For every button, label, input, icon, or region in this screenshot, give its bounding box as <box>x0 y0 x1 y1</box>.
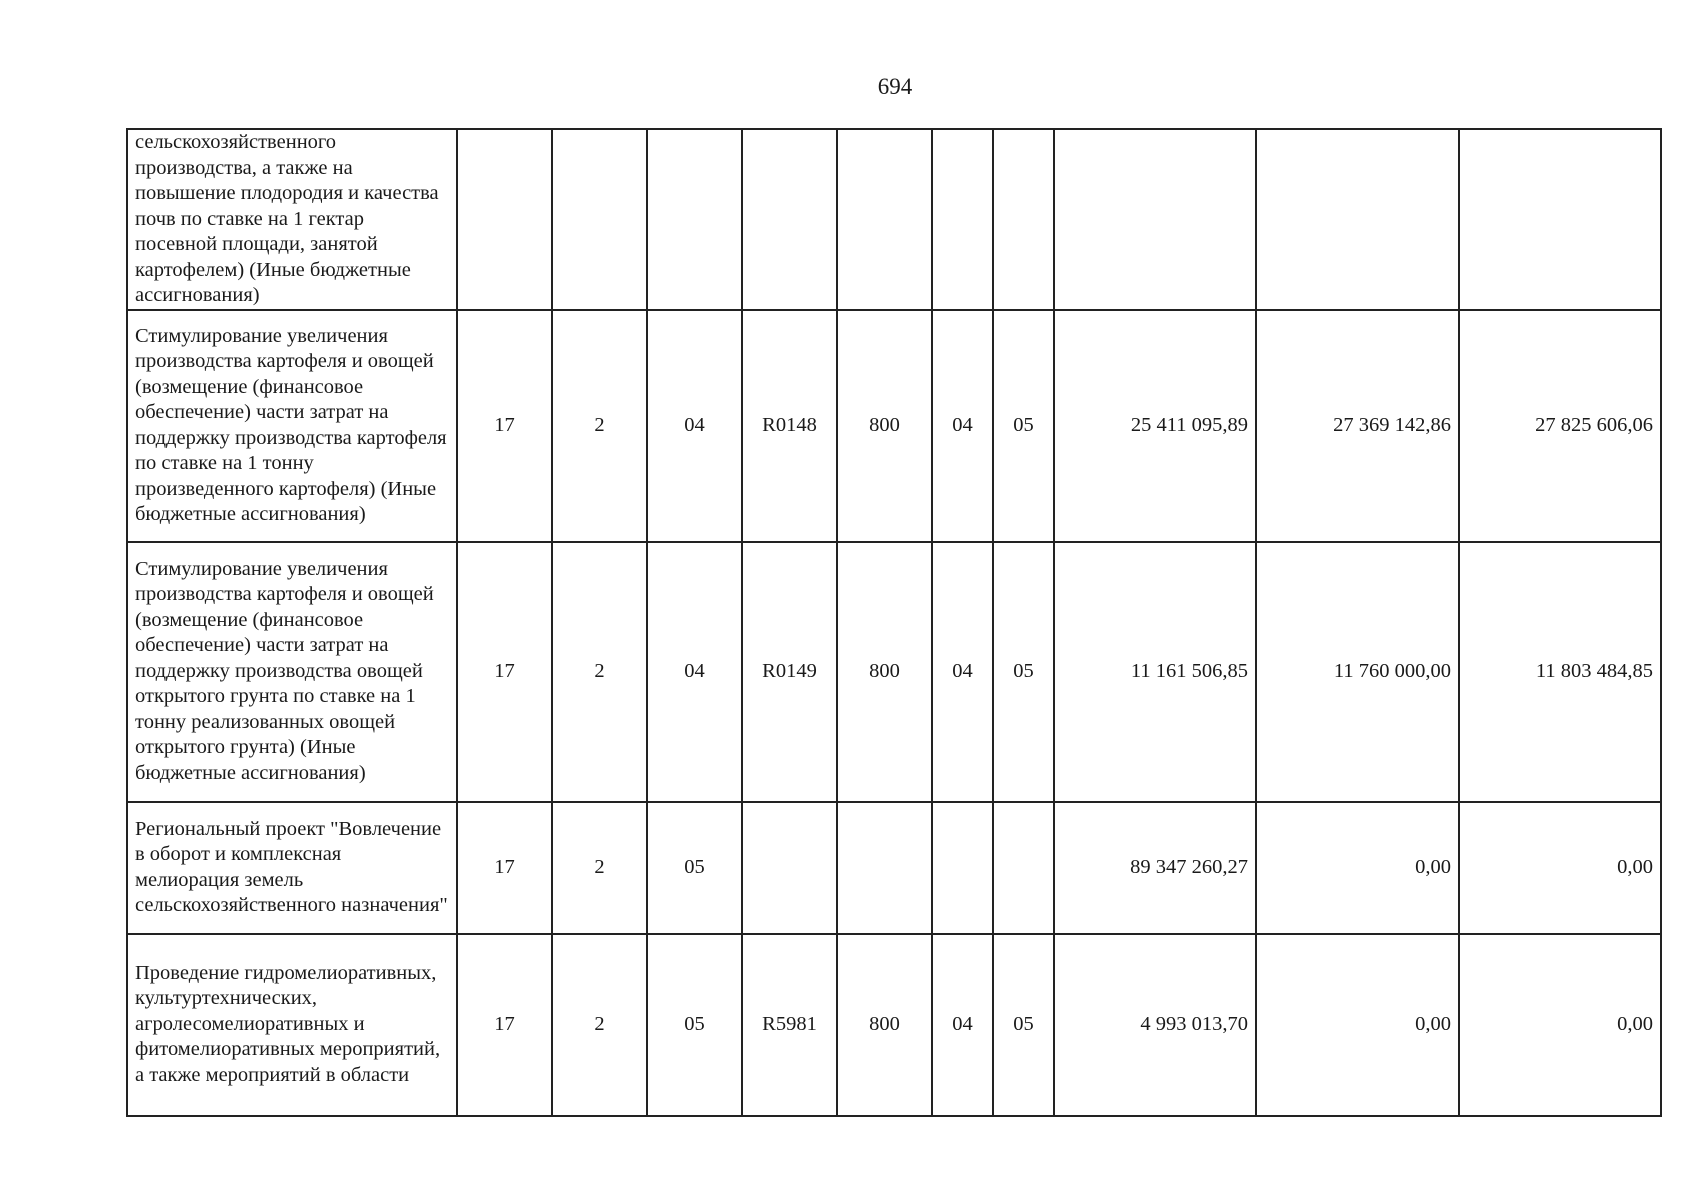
code-event: 05 <box>647 802 742 934</box>
table-body <box>127 129 1661 1116</box>
amount-year-3 <box>1459 129 1661 310</box>
amount-year-1: 25 411 095,89 <box>1054 310 1256 542</box>
code-subsection <box>993 129 1054 310</box>
row-description: Стимулирование увеличения производства картофеля и овощей (возмещение (финансовое обеспечение) части затрат на поддержку производства овощей открытого грунта по ставке на 1 тонну реализованных овощей открытого грунта) (Иные бюджетные ассигнования) <box>127 542 457 802</box>
row-description: сельскохозяйственного производства, а также на повышение плодородия и качества почв по ставке на 1 гектар посевной площади, занятой картофелем) (Иные бюджетные ассигнования) <box>127 129 457 310</box>
amount-year-3: 11 803 484,85 <box>1459 542 1661 802</box>
code-expense-type <box>837 802 932 934</box>
code-direction: R0148 <box>742 310 837 542</box>
amount-year-1: 11 161 506,85 <box>1054 542 1256 802</box>
code-program <box>457 129 552 310</box>
code-direction <box>742 129 837 310</box>
amount-year-1 <box>1054 129 1256 310</box>
code-expense-type: 800 <box>837 542 932 802</box>
table-row <box>127 542 1661 802</box>
code-event: 04 <box>647 310 742 542</box>
code-event: 05 <box>647 934 742 1116</box>
code-subprogram: 2 <box>552 542 647 802</box>
code-event: 04 <box>647 542 742 802</box>
amount-year-2: 0,00 <box>1256 934 1459 1116</box>
table-row <box>127 802 1661 934</box>
code-expense-type: 800 <box>837 310 932 542</box>
amount-year-1: 89 347 260,27 <box>1054 802 1256 934</box>
code-subsection: 05 <box>993 934 1054 1116</box>
code-direction: R5981 <box>742 934 837 1116</box>
code-direction <box>742 802 837 934</box>
code-program: 17 <box>457 802 552 934</box>
amount-year-2: 27 369 142,86 <box>1256 310 1459 542</box>
code-program: 17 <box>457 542 552 802</box>
table-row <box>127 310 1661 542</box>
code-direction: R0149 <box>742 542 837 802</box>
code-subprogram: 2 <box>552 934 647 1116</box>
budget-table <box>126 128 1662 1117</box>
code-section: 04 <box>932 934 993 1116</box>
code-subprogram <box>552 129 647 310</box>
amount-year-2: 11 760 000,00 <box>1256 542 1459 802</box>
code-section <box>932 802 993 934</box>
table-row <box>127 934 1661 1116</box>
code-section: 04 <box>932 310 993 542</box>
code-program: 17 <box>457 310 552 542</box>
code-subsection: 05 <box>993 310 1054 542</box>
code-subsection <box>993 802 1054 934</box>
amount-year-3: 0,00 <box>1459 802 1661 934</box>
amount-year-2: 0,00 <box>1256 802 1459 934</box>
amount-year-3: 0,00 <box>1459 934 1661 1116</box>
code-subsection: 05 <box>993 542 1054 802</box>
code-event <box>647 129 742 310</box>
code-expense-type <box>837 129 932 310</box>
code-expense-type: 800 <box>837 934 932 1116</box>
code-section <box>932 129 993 310</box>
table-row <box>127 129 1661 310</box>
code-subprogram: 2 <box>552 802 647 934</box>
code-program: 17 <box>457 934 552 1116</box>
amount-year-1: 4 993 013,70 <box>1054 934 1256 1116</box>
row-description: Проведение гидромелиоративных, культуртехнических, агролесомелиоративных и фитомелиоративных мероприятий, а также мероприятий в области <box>127 934 457 1116</box>
amount-year-2 <box>1256 129 1459 310</box>
amount-year-3: 27 825 606,06 <box>1459 310 1661 542</box>
page-number: 694 <box>877 74 913 99</box>
code-section: 04 <box>932 542 993 802</box>
row-description: Стимулирование увеличения производства картофеля и овощей (возмещение (финансовое обеспечение) части затрат на поддержку производства картофеля по ставке на 1 тонну произведенного картофеля) (Иные бюджетные ассигнования) <box>127 310 457 542</box>
code-subprogram: 2 <box>552 310 647 542</box>
row-description: Региональный проект "Вовлечение в оборот и комплексная мелиорация земель сельскохозяйственного назначения" <box>127 802 457 934</box>
